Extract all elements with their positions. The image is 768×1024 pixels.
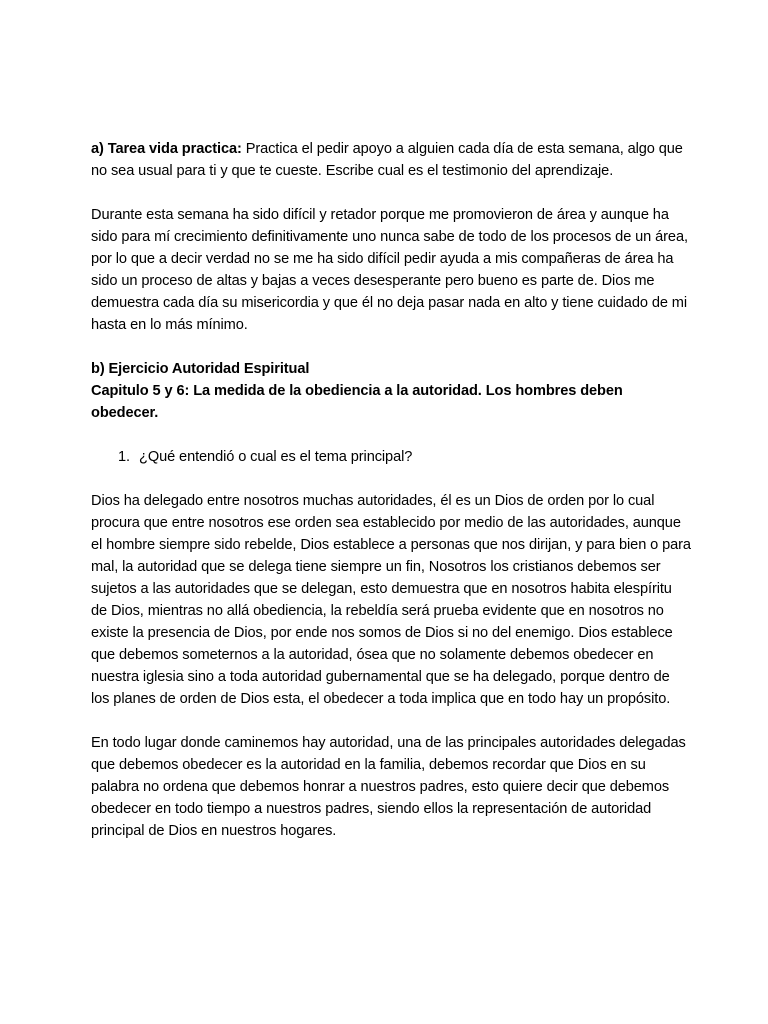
section-b-answer-paragraph-1: Dios ha delegado entre nosotros muchas autoridades, él es un Dios de orden por lo cual procura que entre nosotros ese orden sea establecido por medio de las autoridades, aunque el hombre siempre sido rebelde, Dios establece a personas que nos dirijan, y para bien o para mal, la autoridad que se delega tiene siempre un fin, Nosotros los cristianos debemos ser sujetos a las autoridades que se delegan, esto demuestra que en nosotros habita elespíritu de Dios, mientras no allá obediencia, la rebeldía será prueba evidente que en nosotros no existe la presencia de Dios, por ende nos somos de Dios si no del enemigo. Dios establece que debemos someternos a la autoridad, ósea que no solamente debemos obedecer en nuestra iglesia sino a toda autoridad gubernamental que se ha delegado, porque dentro de los planes de orden de Dios esta, el obedecer a toda implica que en todo hay un propósito. bbox=[91, 493, 691, 707]
section-a-label: a) Tarea vida practica: bbox=[91, 141, 242, 157]
section-b-heading bbox=[91, 358, 691, 424]
section-b-subtitle: Capitulo 5 y 6: La medida de la obediencia a la autoridad. Los hombres deben obedecer. bbox=[91, 383, 623, 421]
document-body bbox=[91, 138, 691, 864]
question-number: 1. bbox=[118, 449, 130, 465]
section-a-answer: Durante esta semana ha sido difícil y retador porque me promovieron de área y aunque ha sido para mí crecimiento definitivamente uno nunca sabe de todo de los procesos de un área, por lo que a decir verdad no se me ha sido difícil pedir ayuda a mis compañeras de área ha sido un proceso de altas y bajas a veces desesperante pero bueno es parte de. Dios me demuestra cada día su misericordia y que él no deja pasar nada en alto y tiene cuidado de mi hasta en lo más mínimo. bbox=[91, 207, 688, 333]
section-a-instruction-text: Practica el pedir apoyo a alguien cada día de esta semana, algo que no sea usual para ti y que te cueste. Escribe cual es el testimonio del aprendizaje. bbox=[91, 141, 683, 179]
section-b-title: b) Ejercicio Autoridad Espiritual bbox=[91, 361, 310, 377]
question-text: ¿Qué entendió o cual es el tema principal? bbox=[139, 449, 413, 465]
section-b-answer-paragraph-2: En todo lugar donde caminemos hay autoridad, una de las principales autoridades delegadas que debemos obedecer es la autoridad en la familia, debemos recordar que Dios en su palabra no ordena que debemos honrar a nuestros padres, esto quiere decir que debemos obedecer en todo tiempo a nuestros padres, siendo ellos la representación de autoridad principal de Dios en nuestros hogares. bbox=[91, 735, 686, 839]
section-a-instruction bbox=[91, 138, 691, 182]
question-item bbox=[91, 446, 691, 468]
